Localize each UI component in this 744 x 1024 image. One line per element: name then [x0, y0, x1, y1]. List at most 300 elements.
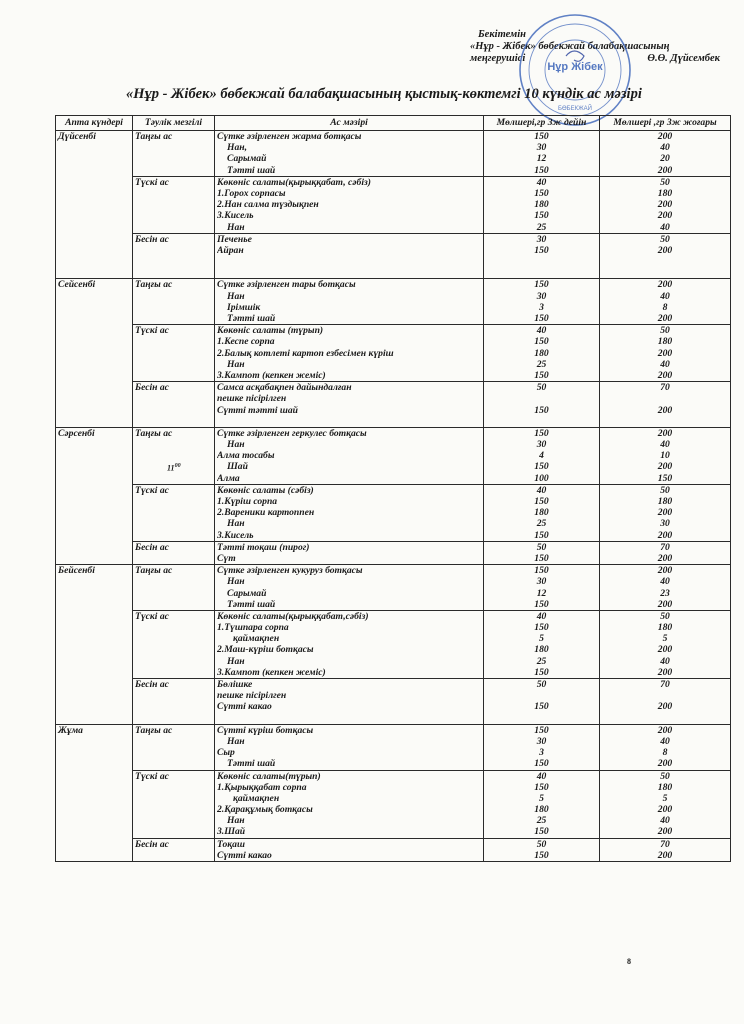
dish-cell	[215, 679, 484, 725]
qty-under3-cell	[484, 382, 600, 428]
dish-cell	[215, 427, 484, 484]
table-row	[56, 770, 731, 838]
meal-time-label: Бесін ас	[135, 679, 169, 690]
table-row	[56, 484, 731, 541]
quantity-value: 200	[657, 404, 673, 416]
dish-name: Нан	[227, 815, 245, 827]
table-row	[56, 279, 731, 325]
quantity-value: 200	[657, 164, 673, 176]
dish-cell	[215, 610, 484, 678]
dish-cell	[215, 233, 484, 279]
quantity-value: 8	[662, 301, 668, 313]
meal-time-cell	[133, 679, 215, 725]
dish-name: Сарымай	[227, 153, 267, 165]
dish-name: Самса асқабақпен дайындалған	[217, 382, 352, 394]
quantity-value: 150	[534, 598, 549, 610]
dish-name: Тәтті шай	[227, 313, 276, 324]
meal-time-label: Түскі ас	[135, 484, 169, 496]
quantity-value: 30	[536, 439, 547, 451]
meal-time-label: Түскі ас	[135, 176, 169, 188]
meal-time-label: Таңғы ас	[135, 427, 173, 439]
quantity-value: 30	[536, 576, 547, 588]
quantity-value: 5	[662, 792, 668, 804]
meal-time-label: Бесін ас	[135, 838, 169, 850]
meal-time-cell	[133, 541, 215, 564]
quantity-value: 5	[662, 633, 668, 645]
quantity-value: 30	[536, 142, 547, 154]
qty-under3-cell	[484, 325, 600, 382]
dish-name: Тәтті шай	[227, 758, 276, 770]
quantity-value: 150	[534, 279, 549, 291]
qty-under3-cell	[484, 770, 600, 838]
table-row	[56, 382, 731, 428]
quantity-value: 40	[660, 290, 670, 302]
dish-name: Нан	[227, 735, 245, 747]
dish-name: Шай	[227, 461, 248, 473]
col-header-qty-under3: Мөлшері,гр 3ж дейін	[484, 116, 600, 131]
dish-name: Тәтті шай	[227, 164, 276, 176]
quantity-value: 200	[657, 507, 673, 519]
quantity-value: 150	[534, 210, 549, 222]
qty-over3-cell	[600, 541, 731, 564]
quantity-value: 200	[657, 279, 673, 291]
qty-over3-cell	[600, 724, 731, 770]
table-row	[56, 610, 731, 678]
table-row	[56, 679, 731, 725]
meal-time-label: Түскі ас	[135, 610, 169, 622]
quantity-value: 200	[657, 724, 673, 736]
quantity-value: 150	[534, 666, 549, 678]
quantity-value: 200	[657, 849, 673, 861]
quantity-value: 40	[536, 325, 547, 337]
weekday-cell: Сейсенбі	[56, 279, 133, 427]
dish-name: Нан	[227, 439, 245, 451]
meal-time-label: Таңғы ас	[135, 565, 173, 577]
quantity-value: 200	[657, 369, 673, 381]
dish-name: қаймақпен	[233, 633, 280, 645]
qty-over3-cell	[600, 233, 731, 279]
quantity-value	[602, 267, 728, 278]
quantity-value: 150	[534, 313, 549, 324]
quantity-value: 180	[534, 507, 549, 519]
quantity-value: 150	[534, 849, 549, 861]
dish-name: Печенье	[217, 233, 252, 245]
meal-time-hour	[135, 461, 212, 472]
dish-name: пешке пісірілген	[217, 393, 287, 405]
dish-name: Көкөніс салаты(қырыққабат, сәбіз)	[217, 176, 371, 188]
dish-name: Алма тосабы	[217, 450, 275, 462]
quantity-value: 50	[660, 484, 670, 496]
quantity-value: 200	[657, 598, 673, 610]
quantity-value: 200	[657, 244, 673, 256]
quantity-value	[602, 416, 728, 427]
quantity-value: 180	[534, 347, 549, 359]
menu-table	[55, 115, 731, 862]
dish-name: 3.Кампот (кепкен жеміс)	[217, 666, 326, 678]
dish-cell	[215, 279, 484, 325]
quantity-value: 8	[662, 747, 668, 759]
table-header-row	[56, 116, 731, 131]
quantity-value: 50	[660, 176, 670, 188]
quantity-value: 25	[536, 518, 547, 530]
weekday-cell: Жұма	[56, 724, 133, 861]
quantity-value: 40	[660, 655, 670, 667]
quantity-value: 150	[534, 244, 549, 256]
quantity-value: 40	[660, 576, 670, 588]
meal-time-cell	[133, 770, 215, 838]
meal-time-cell	[133, 838, 215, 861]
dish-name: 2.Қарақұмық ботқасы	[217, 804, 313, 816]
meal-time-label: Таңғы ас	[135, 131, 173, 142]
dish-cell	[215, 325, 484, 382]
quantity-value: 70	[660, 541, 670, 553]
quantity-value: 180	[534, 199, 549, 211]
quantity-value	[486, 267, 597, 278]
dish-name: Нан	[227, 358, 245, 370]
quantity-value: 30	[660, 518, 670, 530]
col-header-day: Апта күндері	[56, 116, 133, 131]
quantity-value: 5	[539, 633, 544, 645]
quantity-value	[486, 416, 597, 427]
dish-name: Нан	[227, 290, 245, 302]
qty-under3-cell	[484, 131, 600, 177]
qty-over3-cell	[600, 679, 731, 725]
meal-time-cell	[133, 484, 215, 541]
quantity-value: 30	[536, 735, 547, 747]
quantity-value: 30	[536, 233, 547, 245]
quantity-value: 50	[536, 382, 547, 394]
quantity-value: 100	[534, 472, 549, 484]
qty-under3-cell	[484, 233, 600, 279]
dish-name: 1.Горох сорпасы	[217, 187, 286, 199]
quantity-value: 180	[657, 187, 673, 199]
quantity-value: 200	[657, 461, 673, 473]
quantity-value: 40	[660, 735, 670, 747]
meal-time-label: Таңғы ас	[135, 724, 173, 736]
quantity-value: 200	[657, 199, 673, 211]
qty-over3-cell	[600, 838, 731, 861]
quantity-value: 40	[660, 439, 670, 451]
quantity-value: 180	[657, 781, 673, 793]
qty-over3-cell	[600, 176, 731, 233]
dish-cell	[215, 382, 484, 428]
quantity-value: 180	[534, 644, 549, 656]
quantity-value: 150	[534, 758, 549, 770]
meal-time-cell	[133, 233, 215, 279]
dish-name: Тәтті тоқаш (пирог)	[217, 541, 310, 553]
quantity-value: 25	[536, 815, 547, 827]
quantity-value: 150	[534, 427, 549, 439]
quantity-value: 50	[660, 610, 670, 622]
quantity-value: 40	[536, 484, 547, 496]
quantity-value: 30	[536, 290, 547, 302]
meal-time-cell	[133, 382, 215, 428]
weekday-cell: Бейсенбі	[56, 565, 133, 725]
table-row	[56, 838, 731, 861]
quantity-value: 150	[534, 187, 549, 199]
quantity-value: 50	[536, 679, 547, 690]
dish-name: 1.Кеспе сорпа	[217, 336, 275, 348]
dish-name: Ірімшік	[227, 301, 261, 313]
quantity-value: 150	[534, 336, 549, 348]
quantity-value: 10	[660, 450, 670, 462]
quantity-value: 50	[660, 325, 670, 337]
dish-name: Айран	[217, 244, 244, 256]
dish-name: Тәтті шай	[227, 598, 276, 610]
table-row	[56, 233, 731, 279]
quantity-value: 150	[534, 552, 549, 564]
quantity-value: 150	[534, 461, 549, 473]
quantity-value: 40	[536, 610, 547, 622]
stamp-subtext: БӨБЕКЖАЙ	[558, 106, 592, 112]
quantity-value: 40	[660, 221, 670, 233]
dish-name	[217, 713, 481, 724]
meal-time-label: Бесін ас	[135, 233, 169, 245]
dish-name: 3.Кисель	[217, 529, 254, 541]
dish-cell	[215, 838, 484, 861]
quantity-value: 3	[539, 301, 544, 313]
dish-name: Алма	[217, 472, 240, 484]
quantity-value: 200	[657, 552, 673, 564]
quantity-value	[602, 690, 728, 701]
dish-name	[217, 256, 481, 267]
quantity-value: 20	[660, 153, 670, 165]
meal-time-cell	[133, 176, 215, 233]
dish-name: Көкөніс салаты (түрып)	[217, 325, 324, 337]
quantity-value	[602, 713, 728, 724]
quantity-value: 12	[536, 153, 547, 165]
dish-name: Сүтке әзірленген жарма ботқасы	[217, 131, 362, 142]
dish-cell	[215, 131, 484, 177]
meal-time-cell	[133, 565, 215, 611]
quantity-value: 70	[660, 382, 670, 394]
dish-cell	[215, 541, 484, 564]
quantity-value: 150	[657, 472, 673, 484]
quantity-value: 200	[657, 347, 673, 359]
quantity-value	[486, 256, 597, 267]
quantity-value: 180	[657, 336, 673, 348]
col-header-dish: Ас мәзірі	[215, 116, 484, 131]
dish-name: 3.Кампот (кепкен жеміс)	[217, 369, 326, 381]
qty-over3-cell	[600, 770, 731, 838]
table-row	[56, 176, 731, 233]
quantity-value: 150	[534, 496, 549, 507]
dish-name: Көкөніс салаты(қырыққабат,сәбіз)	[217, 610, 369, 622]
dish-name: Нан	[227, 518, 245, 530]
dish-name	[217, 267, 481, 278]
qty-under3-cell	[484, 484, 600, 541]
quantity-value: 200	[657, 804, 673, 816]
dish-cell	[215, 484, 484, 541]
dish-name: Тоқаш	[217, 838, 245, 850]
dish-name: Сүтті тәтті шай	[217, 404, 299, 416]
dish-name: қаймақпен	[233, 792, 280, 804]
qty-under3-cell	[484, 427, 600, 484]
quantity-value	[602, 393, 728, 404]
qty-over3-cell	[600, 131, 731, 177]
table-row	[56, 131, 731, 177]
quantity-value: 200	[657, 701, 673, 713]
qty-over3-cell	[600, 325, 731, 382]
dish-name: 1.Күріш сорпа	[217, 496, 278, 507]
quantity-value: 150	[534, 781, 549, 793]
quantity-value: 200	[657, 529, 673, 541]
table-row	[56, 427, 731, 484]
quantity-value: 5	[539, 792, 544, 804]
meal-time-cell	[133, 131, 215, 177]
quantity-value: 50	[660, 233, 670, 245]
qty-under3-cell	[484, 679, 600, 725]
dish-name: Бөлішке	[217, 679, 253, 690]
dish-name: Көкөніс салаты(түрып)	[217, 770, 321, 782]
quantity-value: 180	[657, 622, 673, 634]
qty-under3-cell	[484, 724, 600, 770]
quantity-value: 200	[657, 427, 673, 439]
quantity-value: 40	[536, 176, 547, 188]
dish-name: Нан,	[227, 142, 247, 154]
qty-over3-cell	[600, 382, 731, 428]
quantity-value: 25	[536, 221, 547, 233]
quantity-value: 200	[657, 313, 673, 324]
qty-under3-cell	[484, 279, 600, 325]
dish-name: Сүтті какао	[217, 701, 272, 713]
dish-name: Сүтке әзірленген тары ботқасы	[217, 279, 356, 291]
quantity-value: 150	[534, 369, 549, 381]
quantity-value: 70	[660, 679, 670, 690]
quantity-value: 200	[657, 644, 673, 656]
meal-time-label: Бесін ас	[135, 541, 169, 553]
quantity-value	[486, 393, 597, 404]
quantity-value: 40	[536, 770, 547, 782]
col-header-meal: Тәулік мезгілі	[133, 116, 215, 131]
qty-over3-cell	[600, 565, 731, 611]
dish-name: Сүтке әзірленген геркулес ботқасы	[217, 427, 367, 439]
qty-over3-cell	[600, 610, 731, 678]
quantity-value: 23	[660, 587, 670, 599]
qty-over3-cell	[600, 279, 731, 325]
quantity-value: 150	[534, 164, 549, 176]
weekday-cell: Сәрсенбі	[56, 427, 133, 564]
dish-name: Нан	[227, 576, 245, 588]
quantity-value	[486, 713, 597, 724]
manager-name: Ө.Ө. Дүйсембек	[647, 53, 720, 64]
dish-name: Сүтті күріш ботқасы	[217, 724, 314, 736]
quantity-value: 150	[534, 826, 549, 838]
meal-time-cell	[133, 427, 215, 484]
quantity-value: 25	[536, 655, 547, 667]
approved-label: Бекітемін	[478, 29, 526, 40]
dish-name: 3.Шай	[217, 826, 246, 838]
quantity-value: 25	[536, 358, 547, 370]
quantity-value: 70	[660, 838, 670, 850]
quantity-value: 150	[534, 404, 549, 416]
hour-value: 11	[167, 464, 175, 473]
quantity-value: 3	[539, 747, 544, 759]
meal-time-label: Бесін ас	[135, 382, 169, 394]
quantity-value: 200	[657, 565, 673, 577]
page-title: «Нұр - Жібек» бөбекжай балабақшасының қыстық-көктемгі 10 күндік ас мәзірі	[126, 86, 642, 102]
quantity-value: 200	[657, 758, 673, 770]
quantity-value: 200	[657, 210, 673, 222]
quantity-value: 50	[660, 770, 670, 782]
quantity-value: 150	[534, 701, 549, 713]
qty-under3-cell	[484, 565, 600, 611]
dish-name	[217, 416, 481, 427]
quantity-value: 200	[657, 131, 673, 142]
stamp-text: Нұр Жібек	[547, 61, 603, 73]
dish-name: Сарымай	[227, 587, 267, 599]
dish-name: 1.Қырыққабат сорпа	[217, 781, 307, 793]
quantity-value: 40	[660, 358, 670, 370]
dish-name: 2.Балық котлеті картоп езбесімен күріш	[217, 347, 394, 359]
dish-name: 2.Маш-күріш ботқасы	[217, 644, 314, 656]
dish-cell	[215, 724, 484, 770]
quantity-value: 150	[534, 529, 549, 541]
col-header-qty-over3: Мөлшері ,гр 3ж жоғары	[600, 116, 731, 131]
meal-time-label: Түскі ас	[135, 770, 169, 782]
meal-time-label: Таңғы ас	[135, 279, 173, 291]
table-row	[56, 541, 731, 564]
quantity-value: 40	[660, 815, 670, 827]
dish-name: Көкөніс салаты (сәбіз)	[217, 484, 314, 496]
qty-under3-cell	[484, 610, 600, 678]
dish-name: Нан	[227, 221, 245, 233]
qty-under3-cell	[484, 838, 600, 861]
official-stamp	[514, 12, 636, 128]
dish-name: Сүтке әзірленген кукуруз ботқасы	[217, 565, 363, 577]
dish-name: Сүтті какао	[217, 849, 272, 861]
quantity-value: 150	[534, 131, 549, 142]
dish-name: Нан	[227, 655, 245, 667]
quantity-value: 180	[657, 496, 673, 507]
dish-name: 2.Нан салма түздықпен	[217, 199, 319, 211]
qty-under3-cell	[484, 176, 600, 233]
quantity-value: 150	[534, 565, 549, 577]
table-row	[56, 325, 731, 382]
page-number: 8	[627, 957, 631, 966]
qty-over3-cell	[600, 427, 731, 484]
meal-time-cell	[133, 610, 215, 678]
meal-time-cell	[133, 325, 215, 382]
quantity-value: 200	[657, 826, 673, 838]
minute-value: 00	[174, 463, 181, 470]
quantity-value: 200	[657, 666, 673, 678]
quantity-value	[486, 690, 597, 701]
quantity-value: 50	[536, 838, 547, 850]
quantity-value	[602, 256, 728, 267]
dish-name: Сүт	[217, 552, 236, 564]
table-row	[56, 565, 731, 611]
quantity-value: 40	[660, 142, 670, 154]
quantity-value: 150	[534, 724, 549, 736]
quantity-value: 180	[534, 804, 549, 816]
dish-name: Сыр	[217, 747, 235, 759]
meal-time-label: Түскі ас	[135, 325, 169, 337]
qty-under3-cell	[484, 541, 600, 564]
table-row	[56, 724, 731, 770]
qty-over3-cell	[600, 484, 731, 541]
dish-cell	[215, 565, 484, 611]
dish-cell	[215, 176, 484, 233]
weekday-cell: Дүйсенбі	[56, 131, 133, 279]
org-line: «Нұр - Жібек» бөбекжай балабақшасының	[470, 41, 670, 52]
quantity-value: 4	[539, 450, 544, 462]
manager-label: меңгерушісі	[470, 53, 526, 64]
quantity-value: 150	[534, 622, 549, 634]
dish-cell	[215, 770, 484, 838]
quantity-value: 50	[536, 541, 547, 553]
meal-time-cell	[133, 279, 215, 325]
